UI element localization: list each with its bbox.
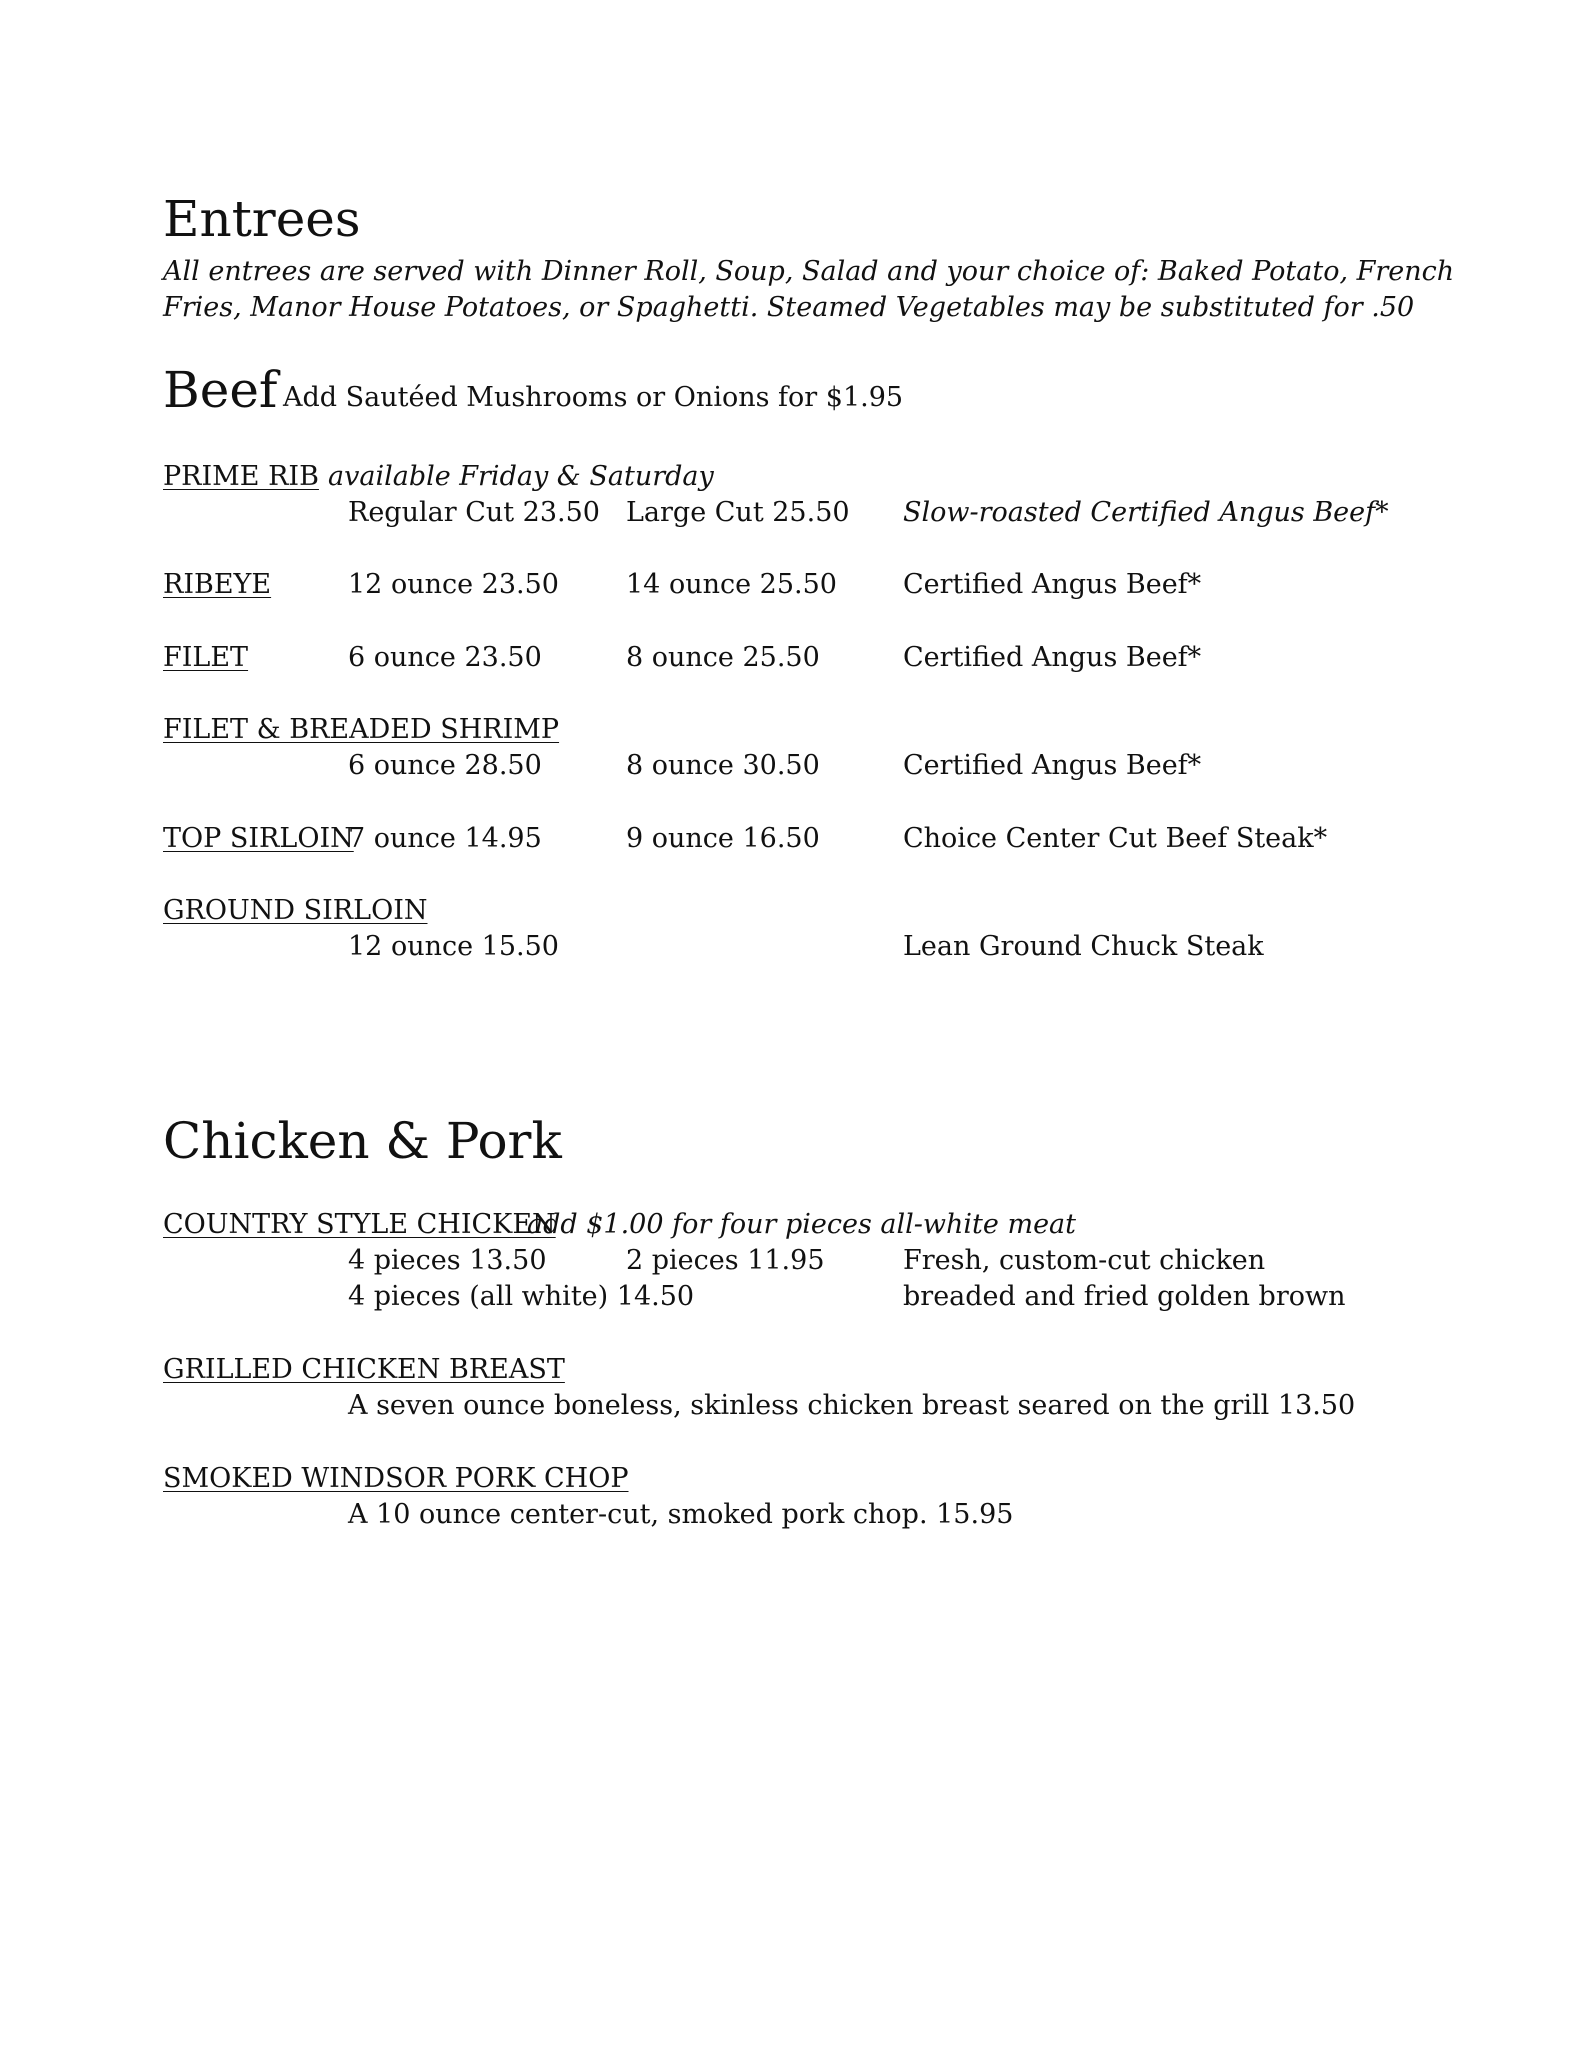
filet-shrimp-option-1: 6 ounce 28.50	[348, 750, 542, 781]
filet-shrimp-option-2: 8 ounce 30.50	[626, 750, 820, 781]
pork-chop-name: SMOKED WINDSOR PORK CHOP	[163, 1463, 629, 1494]
filet-option-2: 8 ounce 25.50	[626, 642, 820, 673]
country-chicken-name: COUNTRY STYLE CHICKEN	[163, 1209, 556, 1240]
grilled-chicken-description: A seven ounce boneless, skinless chicken breast seared on the grill 13.50	[348, 1390, 1356, 1421]
top-sirloin-option-1: 7 ounce 14.95	[348, 823, 542, 854]
ground-sirloin-option-1: 12 ounce 15.50	[348, 931, 559, 962]
filet-option-1: 6 ounce 23.50	[348, 642, 542, 673]
beef-title: Beef	[163, 361, 278, 419]
beef-note: Add Sautéed Mushrooms or Onions for $1.95	[283, 382, 904, 413]
ground-sirloin-description: Lean Ground Chuck Steak	[903, 931, 1264, 962]
ribeye-description: Certified Angus Beef*	[903, 569, 1202, 600]
prime-rib-description: Slow-roasted Certified Angus Beef*	[903, 497, 1389, 528]
country-chicken-option-1: 4 pieces 13.50	[348, 1245, 547, 1276]
entrees-title: Entrees	[163, 190, 361, 248]
top-sirloin-description: Choice Center Cut Beef Steak*	[903, 823, 1328, 854]
chicken-pork-title: Chicken & Pork	[163, 1112, 562, 1170]
prime-rib-availability: available Friday & Saturday	[328, 461, 714, 492]
filet-name: FILET	[163, 642, 249, 673]
pork-chop-description: A 10 ounce center-cut, smoked pork chop. 15.95	[348, 1499, 1014, 1530]
prime-rib-option-1: Regular Cut 23.50	[348, 497, 600, 528]
filet-shrimp-description: Certified Angus Beef*	[903, 750, 1202, 781]
filet-description: Certified Angus Beef*	[903, 642, 1202, 673]
country-chicken-note: add $1.00 for four pieces all-white meat	[527, 1209, 1076, 1240]
prime-rib-option-2: Large Cut 25.50	[626, 497, 850, 528]
ribeye-option-2: 14 ounce 25.50	[626, 569, 837, 600]
country-chicken-description-2: breaded and fried golden brown	[903, 1281, 1346, 1312]
entrees-intro: All entrees are served with Dinner Roll, Soup, Salad and your choice of: Baked Potato, French Fries, Manor House Potatoes, or Spaghetti. Steamed Vegetables may be substituted for .50	[163, 256, 1455, 323]
top-sirloin-option-2: 9 ounce 16.50	[626, 823, 820, 854]
ground-sirloin-name: GROUND SIRLOIN	[163, 895, 428, 926]
country-chicken-option-2: 2 pieces 11.95	[626, 1245, 825, 1276]
country-chicken-description-1: Fresh, custom-cut chicken	[903, 1245, 1266, 1276]
ribeye-option-1: 12 ounce 23.50	[348, 569, 559, 600]
filet-shrimp-name: FILET & BREADED SHRIMP	[163, 714, 560, 745]
grilled-chicken-name: GRILLED CHICKEN BREAST	[163, 1354, 565, 1385]
country-chicken-option-3: 4 pieces (all white) 14.50	[348, 1281, 695, 1312]
top-sirloin-name: TOP SIRLOIN	[163, 823, 354, 854]
ribeye-name: RIBEYE	[163, 569, 272, 600]
prime-rib-name: PRIME RIB	[163, 461, 319, 492]
